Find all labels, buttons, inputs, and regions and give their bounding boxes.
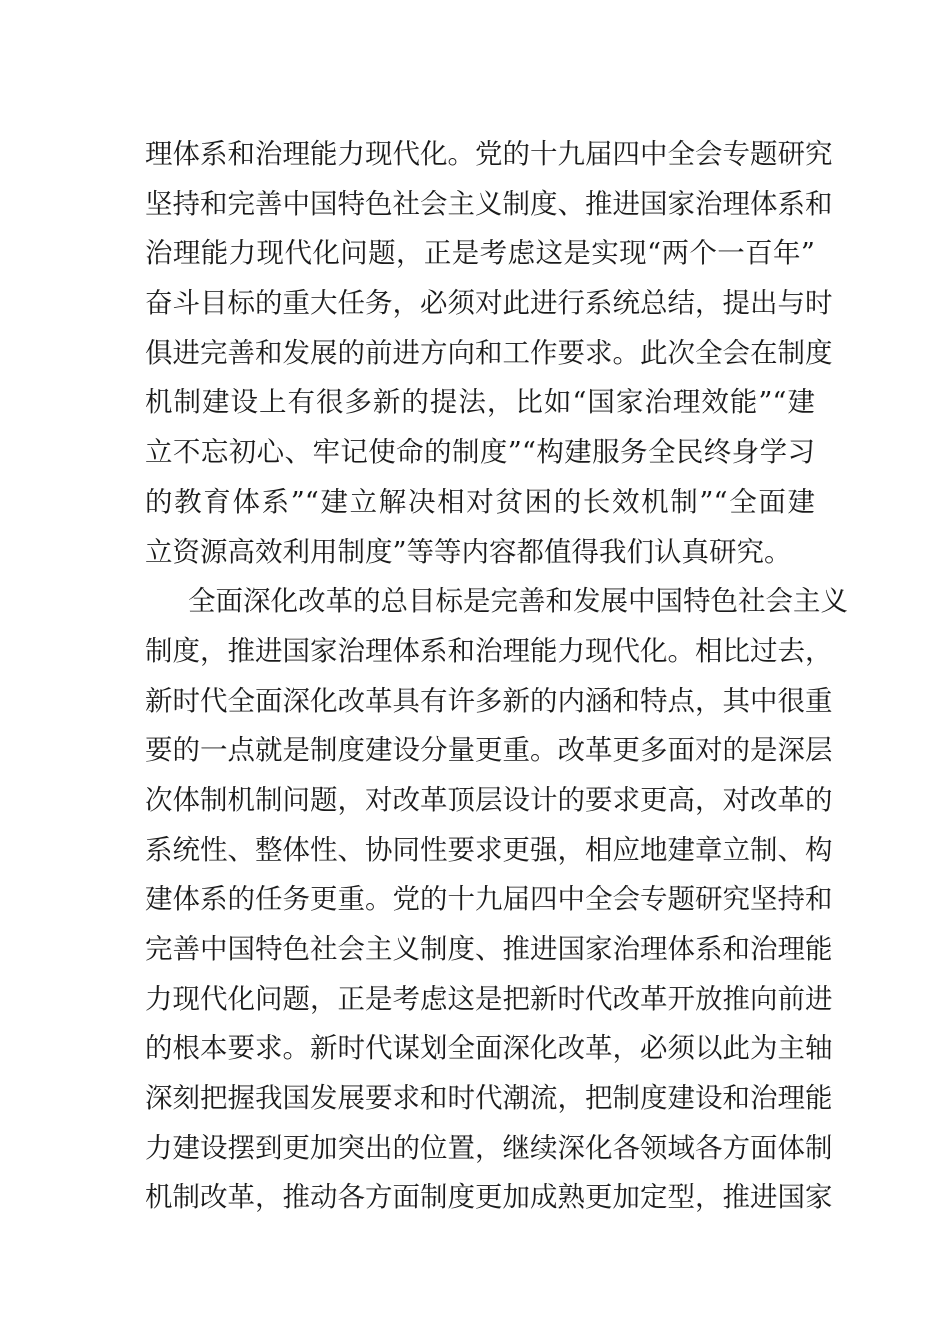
paragraph-2-line-6: 系统性、整体性、协同性要求更强，相应地建章立制、构	[145, 833, 833, 866]
paragraph-1-line-9: 立资源高效利用制度”等等内容都值得我们认真研究。	[145, 535, 792, 568]
paragraph-2-line-13: 机制改革，推动各方面制度更加成熟更加定型，推进国家	[145, 1181, 833, 1214]
paragraph-1-line-6: 机制建设上有很多新的提法，比如“国家治理效能”“建	[145, 386, 815, 419]
paragraph-2-line-10: 的根本要求。新时代谋划全面深化改革，必须以此为主轴	[145, 1032, 833, 1065]
paragraph-1-line-1: 理体系和治理能力现代化。党的十九届四中全会专题研究	[145, 138, 833, 170]
paragraph-2-line-12: 力建设摆到更加突出的位置，继续深化各领域各方面体制	[145, 1131, 833, 1164]
paragraph-1-line-2: 坚持和完善中国特色社会主义制度、推进国家治理体系和	[145, 187, 833, 220]
paragraph-1-line-3: 治理能力现代化问题，正是考虑这是实现“两个一百年”	[145, 237, 815, 270]
paragraph-1-line-5: 俱进完善和发展的前进方向和工作要求。此次全会在制度	[145, 336, 833, 369]
paragraph-2-line-3: 新时代全面深化改革具有许多新的内涵和特点，其中很重	[145, 684, 833, 717]
paragraph-1-line-4: 奋斗目标的重大任务，必须对此进行系统总结，提出与时	[145, 287, 833, 320]
paragraph-2-line-4: 要的一点就是制度建设分量更重。改革更多面对的是深层	[145, 734, 833, 767]
paragraph-2-line-11: 深刻把握我国发展要求和时代潮流，把制度建设和治理能	[145, 1082, 833, 1115]
paragraph-2-line-8: 完善中国特色社会主义制度、推进国家治理体系和治理能	[145, 933, 833, 965]
paragraph-1-line-8: 的教育体系”“建立解决相对贫困的长效机制”“全面建	[145, 485, 815, 518]
paragraph-2-line-1: 全面深化改革的总目标是完善和发展中国特色社会主义	[188, 585, 848, 618]
paragraph-2-line-5: 次体制机制问题，对改革顶层设计的要求更高，对改革的	[145, 783, 833, 816]
paragraph-2-line-7: 建体系的任务更重。党的十九届四中全会专题研究坚持和	[145, 883, 833, 916]
body-text	[145, 130, 848, 1223]
paragraph-2-line-9: 力现代化问题，正是考虑这是把新时代改革开放推向前进	[145, 982, 833, 1015]
paragraph-1-line-7: 立不忘初心、牢记使命的制度”“构建服务全民终身学习	[145, 436, 815, 469]
paragraph-2-line-2: 制度，推进国家治理体系和治理能力现代化。相比过去，	[145, 634, 833, 667]
